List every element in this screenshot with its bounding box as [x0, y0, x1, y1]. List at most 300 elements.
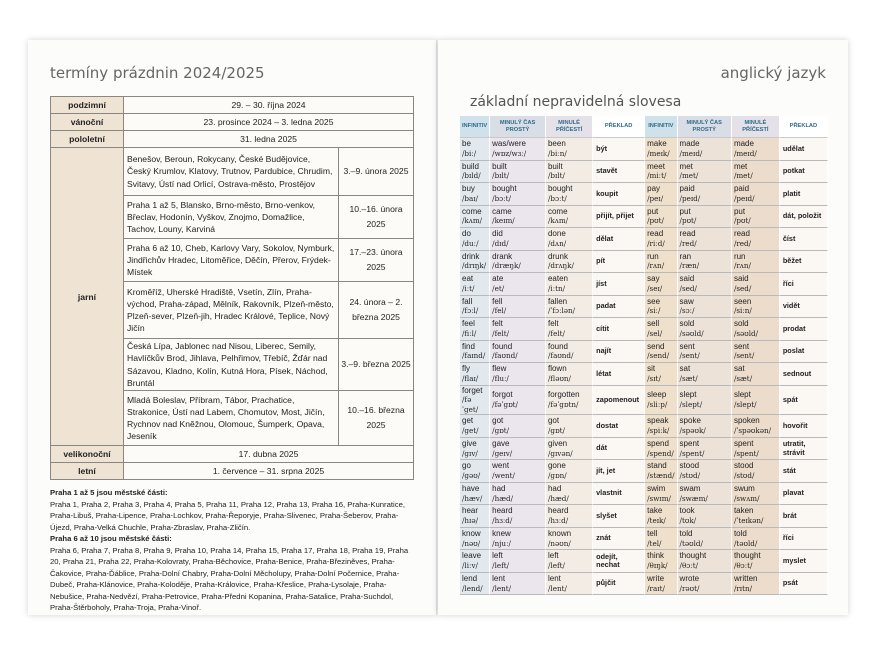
verb-infinitive-cell [460, 296, 490, 319]
verb-translation-cell: přijít, přijet [593, 206, 645, 229]
verb-word: bought [492, 184, 517, 194]
notes-text-praha-1-5: Praha 1, Praha 2, Praha 3, Praha 4, Praha 5, Praha 11, Praha 12, Praha 13, Praha 16, Praha-Kunratice, Praha-Libuš, Praha-Lipence, Praha-Lochkov, Praha-Řeporyje, Praha-Slivenec, Praha-Šeberov, Praha-Újezd, Praha-Velká Chuchle, Praha-Zbraslav, Praha-Zličín. [50, 499, 405, 532]
verb-word: read [733, 229, 750, 239]
verb-word: come [462, 206, 482, 216]
verb-pronunciation: /fɔːl/ [462, 306, 479, 316]
verb-infinitive-cell [645, 273, 677, 296]
verb-word: sat [733, 364, 745, 374]
verb-translation-cell: vidět [780, 296, 828, 319]
verb-row [460, 138, 828, 161]
verb-pronunciation: /kʌm/ [547, 216, 569, 226]
verb-word: stood [679, 461, 700, 471]
verb-pronunciation: /gɒt/ [492, 426, 510, 436]
verb-pronunciation: /teɪk/ [647, 516, 666, 526]
verb-pronunciation: /ræn/ [679, 261, 700, 271]
verb-pronunciation: /dɪd/ [492, 238, 509, 248]
verb-infinitive-cell [460, 460, 490, 483]
verb-pronunciation: /faʊnd/ [492, 351, 518, 361]
verb-translation-cell: stavět [593, 161, 645, 184]
verb-translation-cell: potkat [780, 161, 828, 184]
verb-word: felt [547, 319, 559, 329]
holiday-row [51, 131, 414, 148]
verb-word: paid [733, 184, 750, 194]
verb-row [460, 296, 828, 319]
verb-word: fly [462, 364, 470, 374]
verb-pronunciation: /swɪm/ [647, 493, 671, 503]
verb-past-participle-cell [546, 183, 593, 206]
verb-translation-cell: být [593, 138, 645, 161]
verb-pronunciation: /kʌm/ [462, 216, 483, 226]
verb-pronunciation: /keɪm/ [492, 216, 515, 226]
verb-word: heard [492, 506, 513, 516]
verb-word: written [733, 573, 758, 583]
verb-pronunciation: /peɪd/ [679, 193, 701, 203]
verb-pronunciation: /spent/ [733, 448, 759, 458]
verb-infinitive-cell [645, 528, 677, 551]
verb-past-participle-cell [546, 415, 593, 438]
verb-past-participle-cell [546, 228, 593, 251]
verb-pronunciation: /fiːl/ [462, 328, 477, 338]
verb-pronunciation: /geɪv/ [492, 448, 513, 458]
verb-translation-cell: psát [780, 573, 828, 596]
verb-translation-cell: poslat [780, 341, 828, 364]
verb-past-participle-cell [732, 206, 780, 229]
verb-word: said [679, 274, 695, 284]
verb-translation-cell: zapomenout [593, 386, 645, 416]
verb-pronunciation: /sent/ [679, 351, 700, 361]
verb-infinitive-cell [460, 438, 490, 461]
spring-dates: 3.–9. března 2025 [339, 339, 414, 391]
verb-past-participle-cell [732, 505, 780, 528]
verb-pronunciation: /pʊt/ [679, 216, 697, 226]
verb-infinitive-cell [645, 386, 677, 416]
verb-word: speak [647, 416, 669, 426]
verb-pronunciation: /fəˈget/ [462, 395, 479, 414]
verb-row [460, 206, 828, 229]
verb-word: forget [462, 385, 483, 395]
spring-dates: 24. února – 2. března 2025 [339, 282, 414, 339]
spring-towns: Benešov, Beroun, Rokycany, České Budějovice, Český Krumlov, Klatovy, Trutnov, Pardubice, Chrudim, Svitavy, Ústí nad Orlicí, Ostrava-město, Prostějov [124, 148, 339, 196]
verb-word: give [462, 438, 477, 448]
verb-past-participle-cell [732, 363, 780, 386]
verb-past-participle-cell [546, 505, 593, 528]
verb-word: got [547, 416, 560, 426]
verb-past-participle-cell [732, 251, 780, 274]
verb-word: ate [492, 274, 504, 284]
verb-infinitive-cell [645, 341, 677, 364]
verb-row [460, 318, 828, 341]
verb-past-participle-cell [546, 273, 593, 296]
verb-past-simple-cell [678, 460, 732, 483]
spring-towns: Česká Lípa, Jablonec nad Nisou, Liberec, Semily, Havlíčkův Brod, Jihlava, Pelhřimov, Třebíč, Žďár nad Sázavou, Kladno, Kolín, Kutná Hora, Písek, Náchod, Bruntál [124, 339, 339, 391]
verb-word: spoke [679, 416, 701, 426]
verb-pronunciation: /rʌn/ [733, 261, 751, 271]
holiday-row [51, 97, 414, 114]
verb-pronunciation: /met/ [679, 171, 699, 181]
verb-infinitive-cell [460, 386, 490, 416]
verb-infinitive-cell [645, 483, 677, 506]
verb-pronunciation: /meɪd/ [679, 148, 703, 158]
verb-word: put [733, 206, 746, 216]
verb-word: given [547, 438, 568, 448]
verb-past-simple-cell [490, 161, 546, 184]
spring-dates: 17.–23. února 2025 [339, 239, 414, 282]
header-past-simple: MINULÝ ČAS PROSTÝ [490, 116, 546, 138]
verb-infinitive-cell [645, 161, 677, 184]
verb-pronunciation: /dræŋk/ [492, 261, 521, 271]
verb-translation-cell: dát [593, 438, 645, 461]
verb-word: drunk [547, 251, 568, 261]
verb-translation-cell: sednout [780, 363, 828, 386]
verb-past-simple-cell [678, 138, 732, 161]
verb-pronunciation: /təʊld/ [733, 538, 758, 548]
verb-past-simple-cell [490, 138, 546, 161]
verb-row [460, 183, 828, 206]
verb-pronunciation: /seɪ/ [647, 283, 663, 293]
verb-past-simple-cell [678, 273, 732, 296]
verb-pronunciation: /gɒn/ [547, 471, 567, 481]
verb-pronunciation: /stʊd/ [679, 471, 701, 481]
verb-past-participle-cell [732, 138, 780, 161]
verb-word: think [647, 551, 665, 561]
verb-infinitive-cell [460, 273, 490, 296]
verb-past-simple-cell [490, 273, 546, 296]
verb-word: find [462, 341, 475, 351]
verb-pronunciation: /nəʊ/ [462, 538, 481, 548]
verb-word: read [679, 229, 696, 239]
verb-pronunciation: /riːd/ [647, 238, 665, 248]
holiday-date: 23. prosince 2024 – 3. ledna 2025 [124, 114, 414, 131]
verb-word: met [679, 161, 693, 171]
verb-past-participle-cell [546, 341, 593, 364]
verb-past-simple-cell [490, 483, 546, 506]
verb-infinitive-cell [460, 363, 490, 386]
verb-word: got [492, 416, 504, 426]
verb-infinitive-cell [645, 573, 677, 596]
verb-word: hear [462, 506, 479, 516]
verb-pronunciation: /nəʊn/ [547, 538, 571, 548]
verb-word: spoken [733, 416, 760, 426]
verb-word: drank [492, 251, 513, 261]
verb-translation-cell: brát [780, 505, 828, 528]
verb-word: gone [547, 461, 566, 471]
verb-pronunciation: /spend/ [647, 448, 674, 458]
verb-word: made [733, 139, 754, 149]
verb-word: told [733, 528, 747, 538]
verb-past-participle-cell [546, 251, 593, 274]
verb-infinitive-cell [460, 138, 490, 161]
verb-word: build [462, 161, 479, 171]
notes-heading-praha-1-5: Praha 1 až 5 jsou městské části: [50, 488, 168, 497]
holiday-date: 1. července – 31. srpna 2025 [124, 463, 414, 480]
verb-row [460, 273, 828, 296]
verb-word: been [547, 139, 566, 149]
verb-infinitive-cell [460, 183, 490, 206]
verb-infinitive-cell [645, 415, 677, 438]
verb-word: forgotten [547, 390, 580, 400]
holiday-row [51, 114, 414, 131]
verb-past-simple-cell [678, 528, 732, 551]
header-infinitive: INFINITIV [460, 116, 490, 138]
spring-holiday-row [51, 148, 414, 196]
verb-pronunciation: /hæd/ [547, 493, 569, 503]
verb-word: fall [462, 296, 473, 306]
verb-past-participle-cell [546, 483, 593, 506]
verb-past-participle-cell [732, 296, 780, 319]
verb-pronunciation: /peɪ/ [647, 193, 664, 203]
verb-word: be [462, 139, 471, 149]
verb-word: left [492, 551, 503, 561]
verb-word: put [679, 206, 691, 216]
verb-past-participle-cell [546, 386, 593, 416]
verb-past-simple-cell [490, 363, 546, 386]
verb-word: pay [647, 184, 661, 194]
verb-past-simple-cell [678, 438, 732, 461]
header-past-participle: MINULÉ PŘÍČESTÍ [546, 116, 593, 138]
verb-pronunciation: /fel/ [492, 306, 507, 316]
verb-pronunciation: /baɪ/ [462, 193, 479, 203]
verb-translation-cell: plavat [780, 483, 828, 506]
verb-pronunciation: /meɪd/ [733, 148, 757, 158]
verb-word: done [547, 229, 566, 239]
verb-pronunciation: /wɒz/wɜː/ [492, 148, 527, 158]
verb-past-simple-cell [678, 505, 732, 528]
irregular-verbs-table [460, 116, 828, 595]
verb-past-simple-cell [490, 505, 546, 528]
verb-word: took [679, 506, 695, 516]
verb-row [460, 415, 828, 438]
verb-pronunciation: /biːn/ [547, 148, 567, 158]
verb-translation-cell: najít [593, 341, 645, 364]
verb-word: fell [492, 296, 503, 306]
verb-row [460, 386, 828, 416]
verb-pronunciation: /biː/ [462, 148, 477, 158]
verb-word: heard [547, 506, 569, 516]
verb-pronunciation: /rʌn/ [647, 261, 665, 271]
verb-word: thought [679, 551, 707, 561]
verb-word: had [492, 483, 506, 493]
verb-pronunciation: /rəʊt/ [679, 583, 700, 593]
verb-pronunciation: /meɪk/ [647, 148, 670, 158]
verb-pronunciation: /drʌŋk/ [547, 261, 574, 271]
verb-past-participle-cell [732, 161, 780, 184]
verb-translation-cell: jít, jet [593, 460, 645, 483]
verb-infinitive-cell [460, 206, 490, 229]
verb-pronunciation: /θɔːt/ [679, 561, 699, 571]
verb-past-participle-cell [546, 296, 593, 319]
spring-dates: 3.–9. února 2025 [339, 148, 414, 196]
verb-past-participle-cell [546, 138, 593, 161]
verb-word: eat [462, 274, 474, 284]
verb-pronunciation: /left/ [492, 561, 510, 571]
verb-translation-cell: říci [780, 528, 828, 551]
verb-word: went [492, 461, 510, 471]
verb-pronunciation: /sɪt/ [647, 373, 661, 383]
verb-word: sold [733, 319, 749, 329]
notes-heading-praha-6-10: Praha 6 až 10 jsou městské části: [50, 534, 172, 543]
verb-word: go [462, 461, 471, 471]
verb-pronunciation: /swæm/ [679, 493, 708, 503]
verb-pronunciation: /pʊt/ [647, 216, 664, 226]
verb-pronunciation: /faɪnd/ [462, 351, 486, 361]
verb-translation-cell: dělat [593, 228, 645, 251]
verb-past-participle-cell [732, 550, 780, 573]
verb-past-simple-cell [490, 573, 546, 596]
verb-row [460, 483, 828, 506]
verb-word: known [547, 528, 572, 538]
verb-word: eaten [547, 274, 569, 284]
verb-word: lend [462, 573, 478, 583]
verb-past-simple-cell [490, 183, 546, 206]
verb-word: forgot [492, 390, 513, 400]
verb-pronunciation: /tʊk/ [679, 516, 697, 526]
verb-pronunciation: /felt/ [492, 328, 510, 338]
verb-pronunciation: /red/ [679, 238, 697, 248]
verb-past-simple-cell [678, 228, 732, 251]
verb-pronunciation: /gɪv/ [462, 448, 478, 458]
verb-word: sold [679, 319, 695, 329]
verb-past-simple-cell [678, 550, 732, 573]
holiday-table [50, 96, 414, 480]
verb-past-participle-cell [732, 273, 780, 296]
verb-pronunciation: /bɪld/ [462, 171, 481, 181]
verb-translation-cell: dát, položit [780, 206, 828, 229]
verb-word: lent [492, 573, 506, 583]
verb-pronunciation: /səʊld/ [733, 328, 759, 338]
verb-translation-cell: znát [593, 528, 645, 551]
verb-pronunciation: /θɪŋk/ [647, 561, 668, 571]
verb-pronunciation: /fluː/ [492, 373, 509, 383]
verb-pronunciation: /sed/ [679, 283, 697, 293]
verb-word: had [547, 483, 562, 493]
verb-word: thought [733, 551, 761, 561]
spring-dates: 10.–16. března 2025 [339, 391, 414, 446]
verb-past-participle-cell [546, 206, 593, 229]
verb-pronunciation: /lent/ [492, 583, 512, 593]
verb-pronunciation: /bɔːt/ [492, 193, 511, 203]
verb-pronunciation: /iːt/ [462, 283, 475, 293]
verb-pronunciation: /peɪd/ [733, 193, 755, 203]
verb-past-simple-cell [490, 415, 546, 438]
verb-word: put [647, 206, 659, 216]
verb-past-simple-cell [678, 206, 732, 229]
holiday-label: pololetní [51, 131, 124, 148]
verb-past-simple-cell [490, 550, 546, 573]
verb-pronunciation: /sɔː/ [679, 306, 695, 316]
verb-pronunciation: /hɪə/ [462, 516, 479, 526]
verb-word: read [647, 229, 664, 239]
verb-word: ran [679, 251, 692, 261]
verb-pronunciation: /get/ [462, 426, 479, 436]
verb-pronunciation: /siː/ [647, 306, 661, 316]
verb-pronunciation: /flaɪ/ [462, 373, 479, 383]
verb-infinitive-cell [460, 251, 490, 274]
verb-past-simple-cell [490, 318, 546, 341]
verb-pronunciation: /raɪt/ [647, 583, 665, 593]
verb-past-simple-cell [490, 228, 546, 251]
verb-word: stand [647, 461, 667, 471]
verb-past-participle-cell [546, 460, 593, 483]
verb-word: said [733, 274, 749, 284]
verb-word: saw [679, 296, 694, 306]
verb-infinitive-cell [645, 318, 677, 341]
verb-pronunciation: /səʊld/ [679, 328, 704, 338]
right-page-title: anglický jazyk [720, 64, 826, 82]
verb-translation-cell: říci [780, 273, 828, 296]
verb-pronunciation: /hɜːd/ [547, 516, 569, 526]
header-past-participle-2: MINULÉ PŘÍČESTÍ [732, 116, 780, 138]
verb-word: wrote [679, 573, 700, 583]
verb-pronunciation: /njuː/ [492, 538, 511, 548]
verb-past-simple-cell [678, 183, 732, 206]
verb-pronunciation: /hɜːd/ [492, 516, 513, 526]
verb-word: gave [492, 438, 510, 448]
verb-past-simple-cell [678, 161, 732, 184]
verb-word: drink [462, 251, 480, 261]
verb-past-participle-cell [732, 318, 780, 341]
verb-pronunciation: /ˈteɪkən/ [733, 516, 764, 526]
verb-past-participle-cell [732, 483, 780, 506]
verb-past-simple-cell [678, 363, 732, 386]
verb-pronunciation: /tel/ [647, 538, 662, 548]
verb-pronunciation: /went/ [492, 471, 515, 481]
verb-word: swum [733, 483, 755, 493]
header-translation-2: PŘEKLAD [780, 116, 828, 138]
verb-pronunciation: /ˈspəʊkən/ [733, 426, 771, 436]
verb-word: bought [547, 184, 573, 194]
verb-pronunciation: /spiːk/ [647, 426, 670, 436]
verb-translation-cell: koupit [593, 183, 645, 206]
header-past-simple-2: MINULÝ ČAS PROSTÝ [678, 116, 732, 138]
verb-word: swam [679, 483, 701, 493]
verb-translation-cell: hovořit [780, 415, 828, 438]
verb-pronunciation: /sel/ [647, 328, 663, 338]
verb-pronunciation: /slept/ [733, 399, 757, 409]
verb-pronunciation: /lent/ [547, 583, 567, 593]
spring-towns: Praha 6 až 10, Cheb, Karlovy Vary, Sokolov, Nymburk, Jindřichův Hradec, Litoměřice, Děčín, Přerov, Frýdek-Místek [124, 239, 339, 282]
verb-past-simple-cell [678, 386, 732, 416]
verb-word: spent [679, 438, 700, 448]
verb-infinitive-cell [645, 228, 677, 251]
verb-row [460, 550, 828, 573]
verb-row [460, 505, 828, 528]
verb-infinitive-cell [645, 550, 677, 573]
verb-translation-cell: slyšet [593, 505, 645, 528]
verb-translation-cell: půjčit [593, 573, 645, 596]
verb-translation-cell: odejít, nechat [593, 550, 645, 573]
verb-word: write [647, 573, 665, 583]
verb-word: built [492, 161, 507, 171]
verb-row [460, 341, 828, 364]
verb-pronunciation: /sliːp/ [647, 399, 668, 409]
verb-pronunciation: /red/ [733, 238, 752, 248]
verb-pronunciation: /pʊt/ [733, 216, 751, 226]
verb-past-participle-cell [732, 528, 780, 551]
verb-word: come [547, 206, 568, 216]
verb-word: spend [647, 438, 669, 448]
verb-translation-cell: stát [780, 460, 828, 483]
verb-pronunciation: /bɪlt/ [547, 171, 565, 181]
verb-infinitive-cell [645, 363, 677, 386]
verb-pronunciation: /duː/ [462, 238, 479, 248]
verb-word: take [647, 506, 663, 516]
verb-pronunciation: /faʊnd/ [547, 351, 574, 361]
verb-translation-cell: pít [593, 251, 645, 274]
verb-infinitive-cell [645, 460, 677, 483]
verb-pronunciation: /et/ [492, 283, 505, 293]
verb-past-simple-cell [490, 341, 546, 364]
verb-word: sent [679, 341, 695, 351]
